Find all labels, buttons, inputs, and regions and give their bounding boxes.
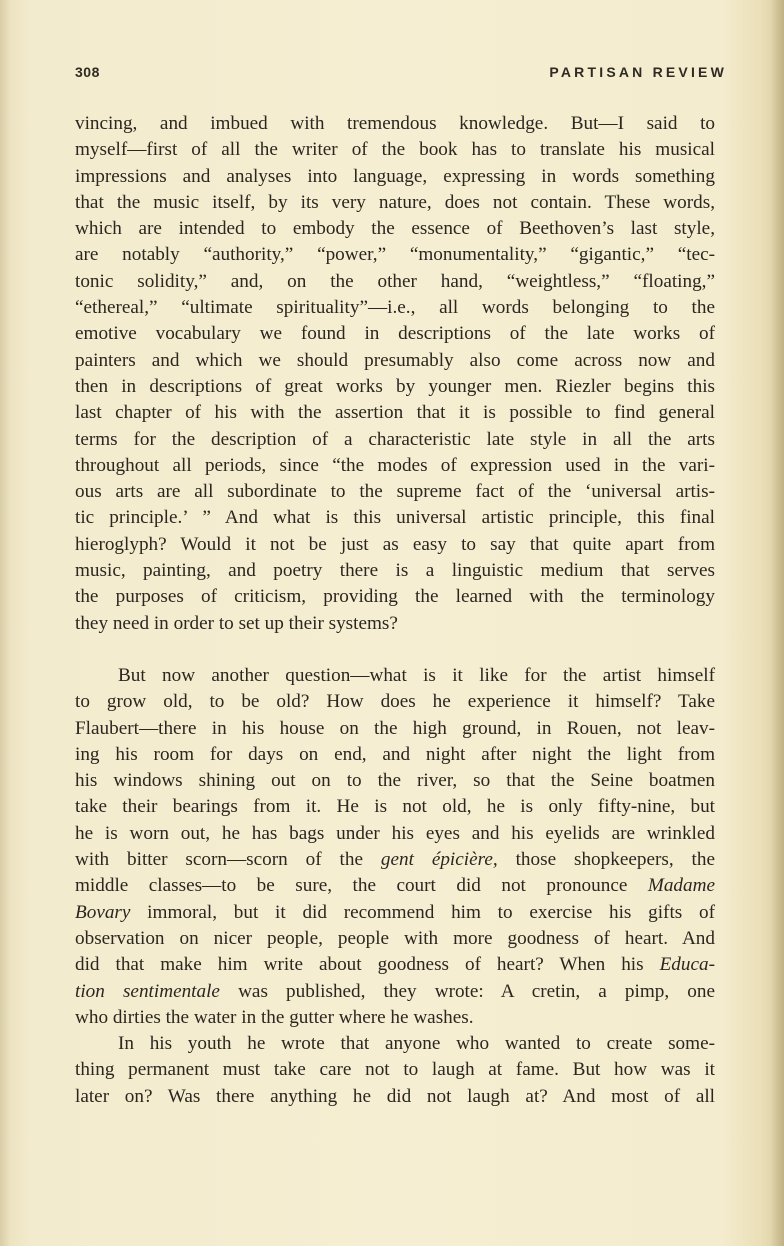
text-line bbox=[75, 979, 715, 1005]
text-line: music, painting, and poetry there is a linguistic medium that serves bbox=[75, 560, 715, 582]
paragraph-1 bbox=[75, 111, 715, 637]
italic-phrase: gent épicière, bbox=[380, 849, 498, 871]
text-line: impressions and analyses into language, expressing in words something bbox=[75, 165, 715, 187]
text-line: In his youth he wrote that anyone who wanted to create some- bbox=[118, 1033, 715, 1055]
text-line: thing permanent must take care not to laugh at fame. But how was it bbox=[75, 1059, 715, 1081]
body-text bbox=[75, 111, 715, 1110]
text-run: with bitter scorn—scorn of the bbox=[75, 849, 381, 871]
italic-title: Madame bbox=[647, 875, 715, 897]
page-gutter-shadow bbox=[0, 0, 10, 1246]
text-run: those shopkeepers, the bbox=[497, 849, 715, 871]
text-line: tic principle.’ ” And what is this universal artistic principle, this final bbox=[75, 507, 715, 529]
text-run: was published, they wrote: A cretin, a pimp, one bbox=[219, 980, 715, 1002]
text-line: later on? Was there anything he did not laugh at? And most of all bbox=[75, 1085, 715, 1107]
text-run: immoral, but it did recommend him to exercise his gifts of bbox=[130, 901, 715, 923]
text-line: take their bearings from it. He is not old, he is only fifty-nine, but bbox=[75, 796, 715, 818]
paragraph-3 bbox=[75, 1031, 715, 1110]
text-line: his windows shining out on to the river, so that the Seine boatmen bbox=[75, 770, 715, 792]
text-line bbox=[75, 847, 715, 873]
page-edge-shadow bbox=[770, 0, 784, 1246]
text-line bbox=[75, 952, 715, 978]
text-line: observation on nicer people, people with more goodness of heart. And bbox=[75, 927, 715, 949]
text-line: ing his room for days on end, and night after night the light from bbox=[75, 743, 715, 765]
text-line: then in descriptions of great works by younger men. Riezler begins this bbox=[75, 375, 715, 397]
text-line: the purposes of criticism, providing the learned with the terminology bbox=[75, 586, 715, 608]
page-header bbox=[75, 64, 727, 88]
text-run: did that make him write about goodness of heart? When his bbox=[75, 954, 660, 976]
paragraph-2 bbox=[75, 663, 715, 1031]
text-line: ous arts are all subordinate to the supreme fact of the ‘universal artis- bbox=[75, 481, 715, 503]
text-line: are notably “authority,” “power,” “monumentality,” “gigantic,” “tec- bbox=[75, 244, 715, 266]
text-line bbox=[75, 873, 715, 899]
italic-title: Educa- bbox=[659, 954, 715, 976]
text-line: terms for the description of a characteristic late style in all the arts bbox=[75, 428, 715, 450]
text-line: to grow old, to be old? How does he experience it himself? Take bbox=[75, 691, 715, 713]
text-line: painters and which we should presumably also come across now and bbox=[75, 349, 715, 371]
text-line bbox=[75, 900, 715, 926]
text-line: who dirties the water in the gutter where he washes. bbox=[75, 1006, 474, 1028]
text-run: middle classes—to be sure, the court did not pronounce bbox=[75, 875, 648, 897]
text-line: which are intended to embody the essence of Beethoven’s last style, bbox=[75, 218, 715, 240]
italic-title: Bovary bbox=[75, 901, 131, 923]
italic-title: tion sentimentale bbox=[75, 980, 220, 1002]
text-line: tonic solidity,” and, on the other hand, “weightless,” “floating,” bbox=[75, 270, 715, 292]
text-line: he is worn out, he has bags under his eyes and his eyelids are wrinkled bbox=[75, 822, 715, 844]
text-line: Flaubert—there in his house on the high ground, in Rouen, not leav- bbox=[75, 717, 715, 739]
text-line: hieroglyph? Would it not be just as easy to say that quite apart from bbox=[75, 533, 715, 555]
running-head: PARTISAN REVIEW bbox=[549, 64, 727, 80]
paragraph-spacer bbox=[75, 637, 715, 663]
text-line: throughout all periods, since “the modes of expression used in the vari- bbox=[75, 454, 715, 476]
text-line: that the music itself, by its very nature, does not contain. These words, bbox=[75, 191, 715, 213]
text-line: last chapter of his with the assertion that it is possible to find general bbox=[75, 402, 715, 424]
text-line: they need in order to set up their systems? bbox=[75, 612, 398, 634]
text-line: emotive vocabulary we found in descriptions of the late works of bbox=[75, 323, 715, 345]
text-line: But now another question—what is it like for the artist himself bbox=[118, 664, 715, 686]
text-line: vincing, and imbued with tremendous knowledge. But—I said to bbox=[75, 113, 715, 134]
page-number: 308 bbox=[75, 64, 100, 80]
text-line: myself—first of all the writer of the book has to translate his musical bbox=[75, 139, 715, 161]
text-line: “ethereal,” “ultimate spirituality”—i.e., all words belonging to the bbox=[75, 297, 715, 319]
